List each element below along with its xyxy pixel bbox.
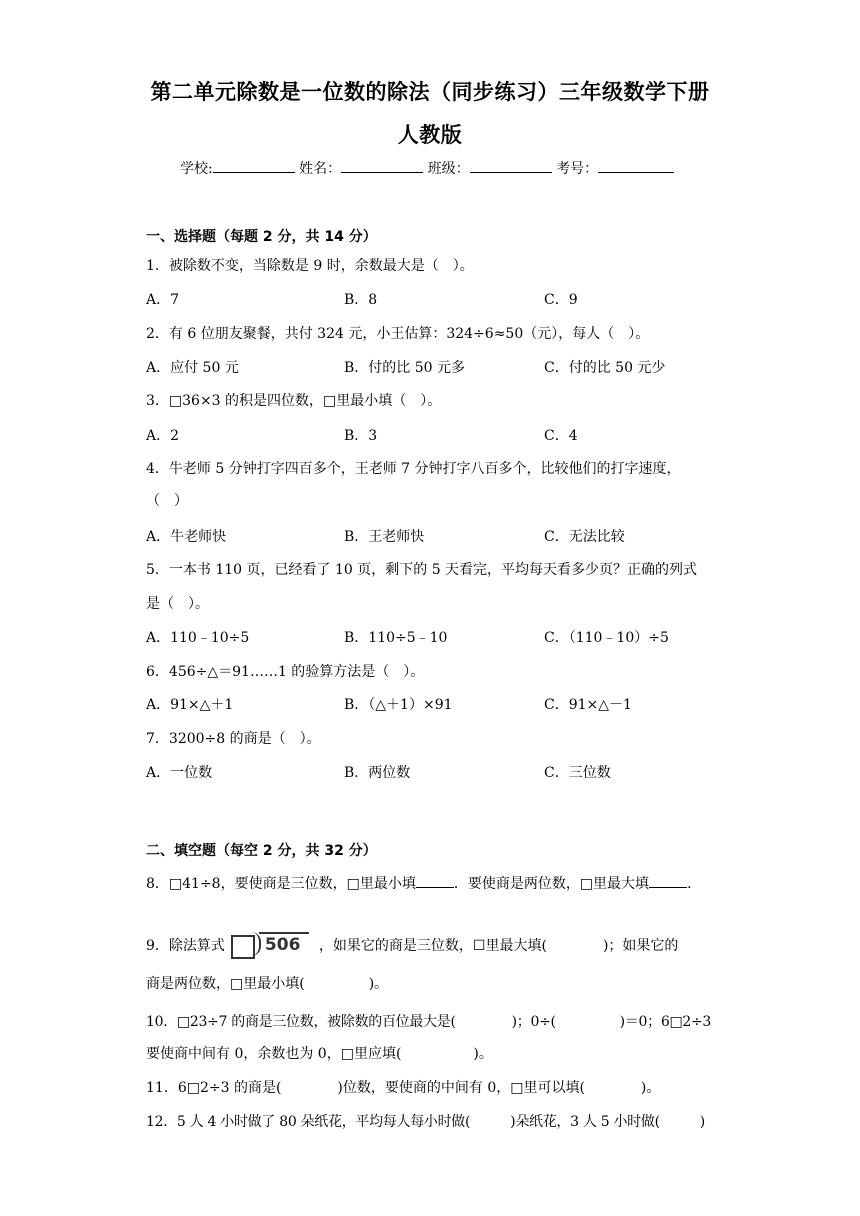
q7-option-c: C．三位数	[544, 765, 611, 781]
class-label: 班级：	[427, 161, 470, 177]
long-division-figure	[229, 932, 315, 960]
q10-text-a: 10．□23÷7 的商是三位数，被除数的百位最大是(	[146, 1014, 456, 1030]
q10-text-c: )＝0；6□2÷3	[619, 1014, 712, 1030]
question-5-continued: 是（ ）。	[146, 596, 209, 612]
question-9	[146, 932, 678, 960]
q9-text-a: 9．除法算式	[146, 938, 225, 954]
q3-option-a: A．2	[146, 428, 180, 444]
school-label: 学校:	[180, 161, 213, 177]
q2-option-c: C．付的比 50 元少	[544, 360, 666, 376]
q3-option-b: B．3	[344, 428, 378, 444]
q1-option-b: B．8	[344, 292, 378, 308]
q2-option-b: B．付的比 50 元多	[344, 360, 466, 376]
name-label: 姓名：	[299, 161, 342, 177]
q11-text-b: )位数，要使商的中间有 0，□里可以填(	[337, 1080, 585, 1096]
question-1: 1．被除数不变，当除数是 9 时，余数最大是（ ）。	[146, 258, 474, 274]
q4-option-c: C．无法比较	[544, 529, 625, 545]
q8-blank-2[interactable]	[649, 873, 687, 888]
q6-option-b: B．（△＋1）×91	[344, 697, 453, 713]
section1-heading: 一、选择题（每题 2 分，共 14 分）	[146, 229, 377, 245]
q7-option-a: A．一位数	[146, 765, 213, 781]
question-12	[146, 1111, 705, 1131]
dividend-digits: 506	[264, 935, 301, 955]
q8-text-b: ．要使商是两位数，□里最大填	[453, 876, 650, 892]
q10-text-b: )；0÷(	[511, 1014, 556, 1030]
q1-option-a: A．7	[146, 292, 180, 308]
question-3: 3．□36×3 的积是四位数，□里最小填（ ）。	[146, 393, 442, 409]
student-info-row	[180, 158, 674, 178]
q7-option-b: B．两位数	[344, 765, 411, 781]
question-2: 2．有 6 位朋友聚餐，共付 324 元，小王估算：324÷6≈50（元），每人（ ）。	[146, 326, 650, 342]
q4-option-b: B．王老师快	[344, 529, 425, 545]
exam-number-label: 考号：	[556, 161, 599, 177]
question-8	[146, 873, 701, 893]
q8-text-a: 8．□41÷8，要使商是三位数，□里最小填	[146, 876, 416, 892]
q4-option-a: A．牛老师快	[146, 529, 227, 545]
question-10	[146, 1011, 711, 1031]
q9-text-b: ，如果它的商是三位数，☐里最大填(	[318, 938, 547, 954]
class-blank[interactable]	[470, 158, 552, 173]
q6-option-c: C．91×△－1	[544, 697, 632, 713]
question-6: 6．456÷△＝91……1 的验算方法是（ ）。	[146, 664, 425, 680]
question-5: 5．一本书 110 页，已经看了 10 页，剩下的 5 天看完，平均每天看多少页？正确的列式	[146, 562, 698, 578]
question-4: 4．牛老师 5 分钟打字四百多个，王老师 7 分钟打字八百多个，比较他们的打字速度，	[146, 461, 681, 477]
name-blank[interactable]	[341, 158, 423, 173]
q10-line2-text-b: )。	[473, 1046, 493, 1062]
q12-text-c: )	[699, 1114, 705, 1130]
q11-text-c: )。	[640, 1080, 661, 1096]
question-7: 7．3200÷8 的商是（ ）。	[146, 731, 321, 747]
worksheet-title-line1: 第二单元除数是一位数的除法（同步练习）三年级数学下册	[150, 80, 710, 104]
q8-text-c: ．	[687, 876, 702, 892]
q2-option-a: A．应付 50 元	[146, 360, 239, 376]
q5-option-a: A．110﹣10÷5	[146, 630, 250, 646]
question-10-continued	[146, 1043, 493, 1063]
exam-number-blank[interactable]	[598, 158, 674, 173]
q11-text-a: 11．6□2÷3 的商是(	[146, 1080, 282, 1096]
q8-blank-1[interactable]	[416, 873, 454, 888]
q1-option-c: C．9	[544, 292, 578, 308]
q5-option-c: C．（110﹣10）÷5	[544, 630, 669, 646]
q9-line2-text-a: 商是两位数，□里最小填(	[146, 976, 305, 992]
q6-option-a: A．91×△＋1	[146, 697, 234, 713]
worksheet-title-line2: 人教版	[397, 123, 463, 147]
q5-option-b: B．110÷5﹣10	[344, 630, 448, 646]
school-blank[interactable]	[213, 158, 295, 173]
q10-line2-text-a: 要使商中间有 0，余数也为 0，□里应填(	[146, 1046, 402, 1062]
q3-option-c: C．4	[544, 428, 578, 444]
q12-text-b: )朵纸花，3 人 5 小时做(	[510, 1114, 660, 1130]
section2-heading: 二、填空题（每空 2 分，共 32 分）	[146, 843, 377, 859]
q9-text-c: )；如果它的	[602, 938, 679, 954]
question-4-continued: （ ）	[146, 493, 188, 509]
q9-line2-text-b: )。	[368, 976, 389, 992]
question-9-continued	[146, 973, 388, 993]
question-11	[146, 1077, 660, 1097]
q12-text-a: 12．5 人 4 小时做了 80 朵纸花，平均每人每小时做(	[146, 1114, 471, 1130]
